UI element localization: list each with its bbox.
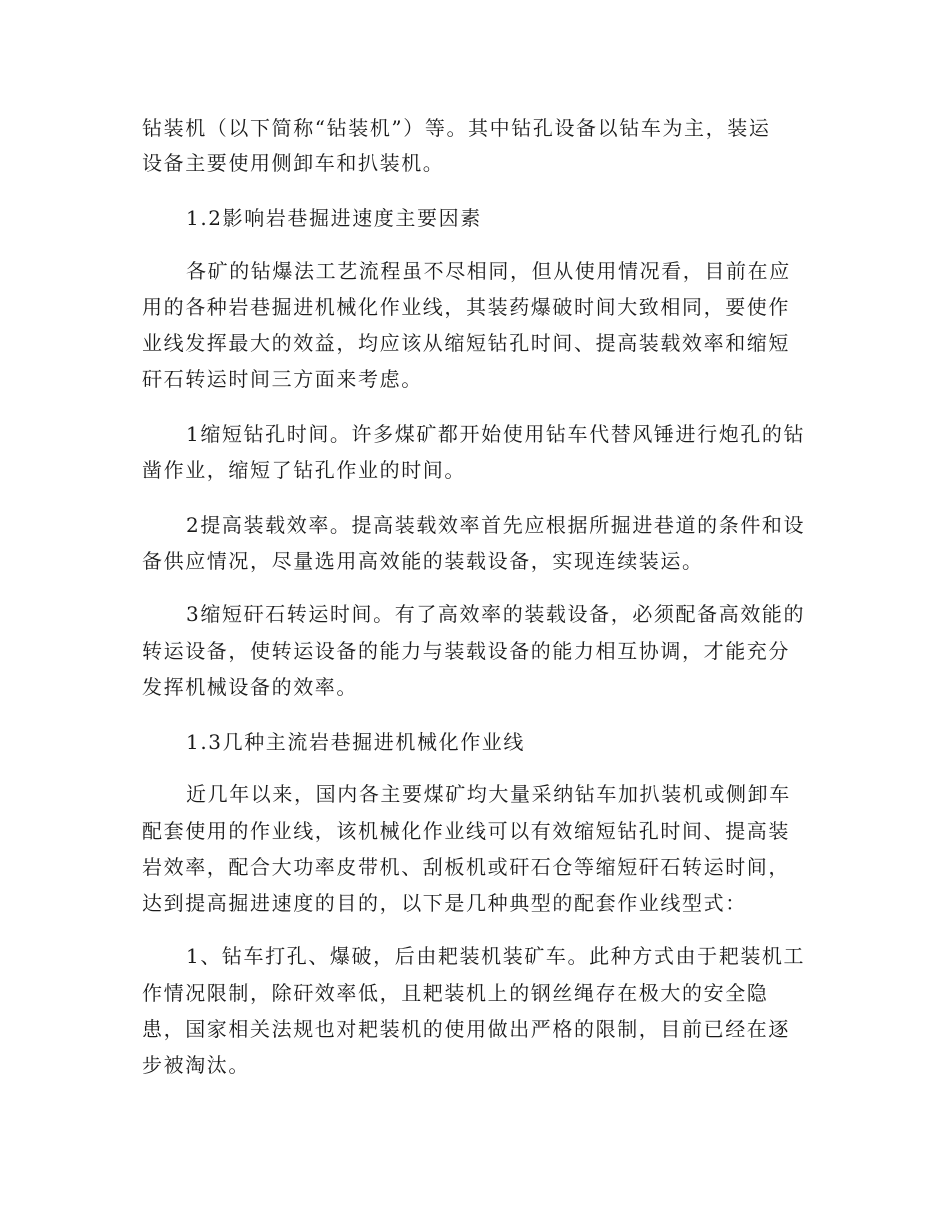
paragraph-intro-line-2: 设备主要使用侧卸车和扒装机。 (142, 151, 445, 175)
paragraph-recent-line-4: 达到提高掘进速度的目的，以下是几种典型的配套作业线型式： (142, 891, 747, 915)
paragraph-item-3-line-1: 3缩短矸石转运时间。有了高效率的装载设备，必须配备高效能的 (186, 602, 806, 626)
paragraph-factors-line-3: 业线发挥最大的效益，均应该从缩短钻孔时间、提高装载效率和缩短 (142, 331, 790, 355)
paragraph-item-1-line-1: 1缩短钻孔时间。许多煤矿都开始使用钻车代替风锤进行炮孔的钻 (186, 422, 806, 446)
paragraph-item-2-line-1: 2提高装载效率。提高装载效率首先应根据所掘进巷道的条件和设 (186, 513, 806, 537)
paragraph-type-1-line-1: 1、钻车打孔、爆破，后由耙装机装矿车。此种方式由于耙装机工 (186, 944, 806, 968)
paragraph-item-1-line-2: 凿作业，缩短了钻孔作业的时间。 (142, 458, 466, 482)
section-heading-1-3: 1.3几种主流岩巷掘进机械化作业线 (186, 730, 526, 754)
section-heading-1-2: 1.2影响岩巷掘进速度主要因素 (186, 206, 482, 230)
paragraph-type-1-line-3: 患，国家相关法规也对耙装机的使用做出严格的限制，目前已经在逐 (142, 1017, 790, 1041)
paragraph-recent-line-2: 配套使用的作业线，该机械化作业线可以有效缩短钻孔时间、提高装 (142, 819, 790, 843)
paragraph-factors-line-2: 用的各种岩巷掘进机械化作业线，其装药爆破时间大致相同，要使作 (142, 295, 790, 319)
paragraph-item-3-line-2: 转运设备，使转运设备的能力与装载设备的能力相互协调，才能充分 (142, 639, 790, 663)
paragraph-type-1-line-2: 作情况限制，除矸效率低，且耙装机上的钢丝绳存在极大的安全隐 (142, 981, 769, 1005)
paragraph-factors-line-4: 矸石转运时间三方面来考虑。 (142, 367, 423, 391)
paragraph-type-1-line-4: 步被淘汰。 (142, 1053, 250, 1077)
paragraph-factors-line-1: 各矿的钻爆法工艺流程虽不尽相同，但从使用情况看，目前在应 (186, 259, 791, 283)
paragraph-item-3-line-3: 发挥机械设备的效率。 (142, 675, 358, 699)
paragraph-recent-line-1: 近几年以来，国内各主要煤矿均大量采纳钻车加扒装机或侧卸车 (186, 782, 791, 806)
paragraph-recent-line-3: 岩效率，配合大功率皮带机、刮板机或矸石仓等缩短矸石转运时间， (142, 855, 790, 879)
paragraph-intro-line-1: 钻装机（以下简称“钻装机”）等。其中钻孔设备以钻车为主，装运 (142, 116, 771, 140)
paragraph-item-2-line-2: 备供应情况，尽量选用高效能的装载设备，实现连续装运。 (142, 549, 704, 573)
